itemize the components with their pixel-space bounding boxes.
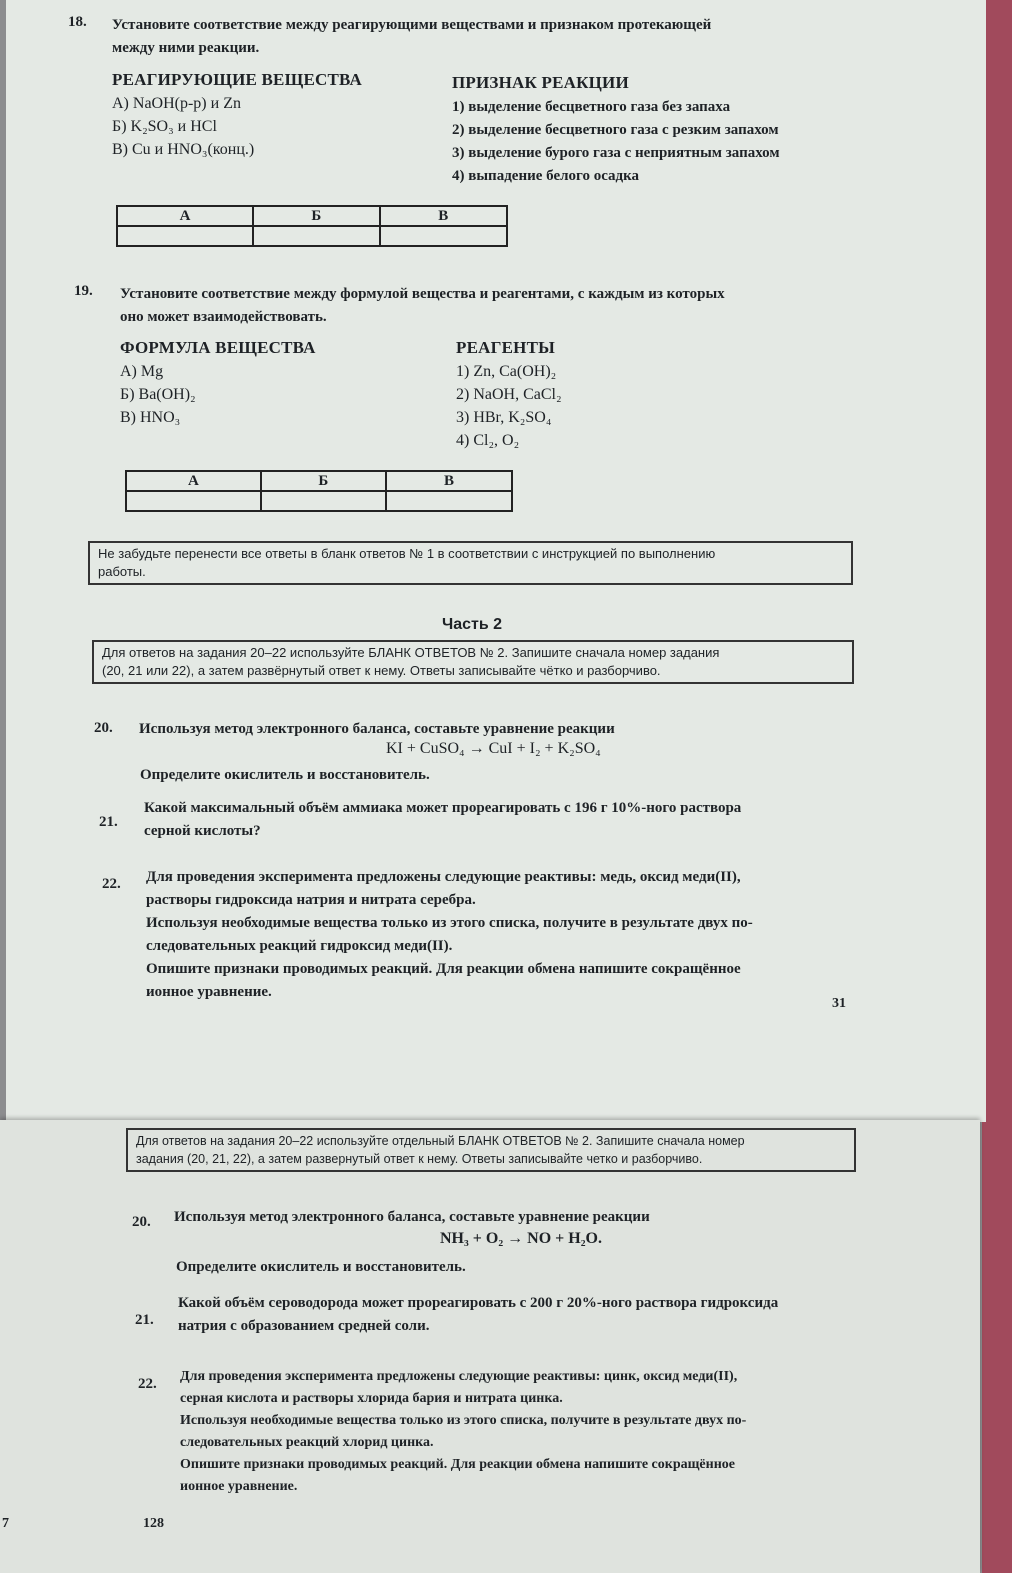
bottom-notice-line2: задания (20, 21, 22), а затем развернутый ответ к нему. Ответы записывайте четко и разборчиво. [136,1152,703,1166]
top-page [6,0,986,1122]
task22-number: 22. [102,876,121,892]
task20-equation: KI + CuSO₄ → CuI + I₂ + K₂SO₄ [386,740,601,757]
page-number: 31 [832,996,846,1011]
task18-left-list [112,92,254,161]
table-header-v: В [386,471,512,491]
task19-number: 19. [74,283,93,299]
task22-line: следовательных реакций гидроксид меди(II). [146,938,453,954]
part-title: Часть 2 [442,616,503,633]
answer-cell-a[interactable] [117,226,253,246]
task18-right-item: 4) выпадение белого осадка [452,168,640,184]
task22-text [146,866,866,1004]
bottom-task22-line: ионное уравнение. [180,1479,298,1494]
table-header-a: А [117,206,253,226]
bottom-task22-number: 22. [138,1376,157,1392]
background-edge [982,0,1012,1573]
task22-line: растворы гидроксида натрия и нитрата серебра. [146,892,476,908]
part-notice [92,640,854,684]
task18-right-header: ПРИЗНАК РЕАКЦИИ [452,73,629,92]
task19-left-item: В) HNO₃ [120,409,181,426]
task19-answer-table [125,470,513,512]
part-notice-line1: Для ответов на задания 20–22 используйте БЛАНК ОТВЕТОВ № 2. Запишите сначала номер задания [102,645,720,660]
answer-cell-b[interactable] [253,226,379,246]
task18-left-header: РЕАГИРУЮЩИЕ ВЕЩЕСТВА [112,70,362,89]
task19-left-header: ФОРМУЛА ВЕЩЕСТВА [120,338,316,357]
table-header-b: Б [261,471,386,491]
bottom-task20-number: 20. [132,1214,151,1230]
bottom-task21-number: 21. [135,1312,154,1328]
answer-cell-a[interactable] [126,491,261,511]
bottom-task21-text [178,1292,878,1338]
task18-text-line1: Установите соответствие между реагирующими веществами и признаком протекающей [112,17,712,33]
reminder-line2: работы. [98,564,146,579]
margin-mark: 7 [2,1516,9,1531]
task18-number: 18. [68,14,87,30]
bottom-task22-line: серная кислота и растворы хлорида бария и нитрата цинка. [180,1391,563,1406]
task20-text: Используя метод электронного баланса, составьте уравнение реакции [139,721,615,737]
task18-left-item: Б) K₂SO₃ и HCl [112,118,217,135]
task18-left-item: А) NaOH(р-р) и Zn [112,95,241,112]
task19-left-item: А) Mg [120,363,164,380]
table-header-b: Б [253,206,379,226]
task22-line: Используя необходимые вещества только из этого списка, получите в результате двух по- [146,915,753,931]
task18-right-item: 3) выделение бурого газа с неприятным запахом [452,145,780,161]
task19-right-item: 1) Zn, Ca(OH)₂ [456,363,557,380]
task18-text-line2: между ними реакции. [112,40,260,56]
task21-text-line1: Какой максимальный объём аммиака может прореагировать с 196 г 10%-ного раствора [144,800,742,816]
task18-answer-table [116,205,508,247]
task19-right-list [456,360,562,452]
bottom-page-number: 128 [143,1516,164,1531]
task19-right-item: 4) Cl₂, O₂ [456,432,520,449]
task19-right-item: 3) HBr, K₂SO₄ [456,409,552,426]
bottom-task22-line: следовательных реакций хлорид цинка. [180,1435,434,1450]
bottom-task22-line: Используя необходимые вещества только из этого списка, получите в результате двух по- [180,1413,747,1428]
bottom-task22-text [180,1366,880,1498]
task22-line: Для проведения эксперимента предложены следующие реактивы: медь, оксид меди(II), [146,869,741,885]
bottom-task22-line: Для проведения эксперимента предложены следующие реактивы: цинк, оксид меди(II), [180,1369,738,1384]
task21-text [144,797,864,843]
bottom-task21-text-line1: Какой объём сероводорода может прореагировать с 200 г 20%-ного раствора гидроксида [178,1295,779,1311]
task18-text [112,14,872,60]
task19-right-item: 2) NaOH, CaCl₂ [456,386,562,403]
bottom-task20-text: Используя метод электронного баланса, составьте уравнение реакции [174,1209,650,1225]
task22-line: Опишите признаки проводимых реакций. Для реакции обмена напишите сокращённое [146,961,741,977]
task19-text-line1: Установите соответствие между формулой вещества и реагентами, с каждым из которых [120,286,725,302]
task20-number: 20. [94,720,113,736]
table-header-a: А [126,471,261,491]
bottom-notice-line1: Для ответов на задания 20–22 используйте отдельный БЛАНК ОТВЕТОВ № 2. Запишите сначала номер [136,1134,745,1148]
task19-right-header: РЕАГЕНТЫ [456,338,556,357]
task21-text-line2: серной кислоты? [144,823,261,839]
reminder-notice [88,541,853,585]
task19-text-line2: оно может взаимодействовать. [120,309,327,325]
task19-text [120,283,880,329]
task19-left-list [120,360,196,429]
bottom-task22-line: Опишите признаки проводимых реакций. Для реакции обмена напишите сокращённое [180,1457,735,1472]
part-notice-line2: (20, 21 или 22), а затем развёрнутый ответ к нему. Ответы записывайте чётко и разборчиво. [102,663,661,678]
answer-cell-v[interactable] [380,226,507,246]
table-header-v: В [380,206,507,226]
task18-right-item: 2) выделение бесцветного газа с резким запахом [452,122,779,138]
bottom-notice [126,1128,856,1172]
bottom-task20-equation: NH₃ + O₂ → NO + H₂O. [440,1230,602,1247]
bottom-page [0,1120,980,1573]
task18-left-item: В) Cu и HNO₃(конц.) [112,141,255,158]
task21-number: 21. [99,814,118,830]
bottom-task21-text-line2: натрия с образованием средней соли. [178,1318,430,1334]
task18-right-list [452,96,780,188]
answer-cell-b[interactable] [261,491,386,511]
bottom-task20-text2: Определите окислитель и восстановитель. [176,1259,466,1275]
answer-cell-v[interactable] [386,491,512,511]
task19-left-item: Б) Ba(OH)₂ [120,386,196,403]
task20-text2: Определите окислитель и восстановитель. [140,767,430,783]
task18-right-item: 1) выделение бесцветного газа без запаха [452,99,731,115]
task22-line: ионное уравнение. [146,984,272,1000]
reminder-line1: Не забудьте перенести все ответы в бланк ответов № 1 в соответствии с инструкцией по выполнению [98,546,716,561]
